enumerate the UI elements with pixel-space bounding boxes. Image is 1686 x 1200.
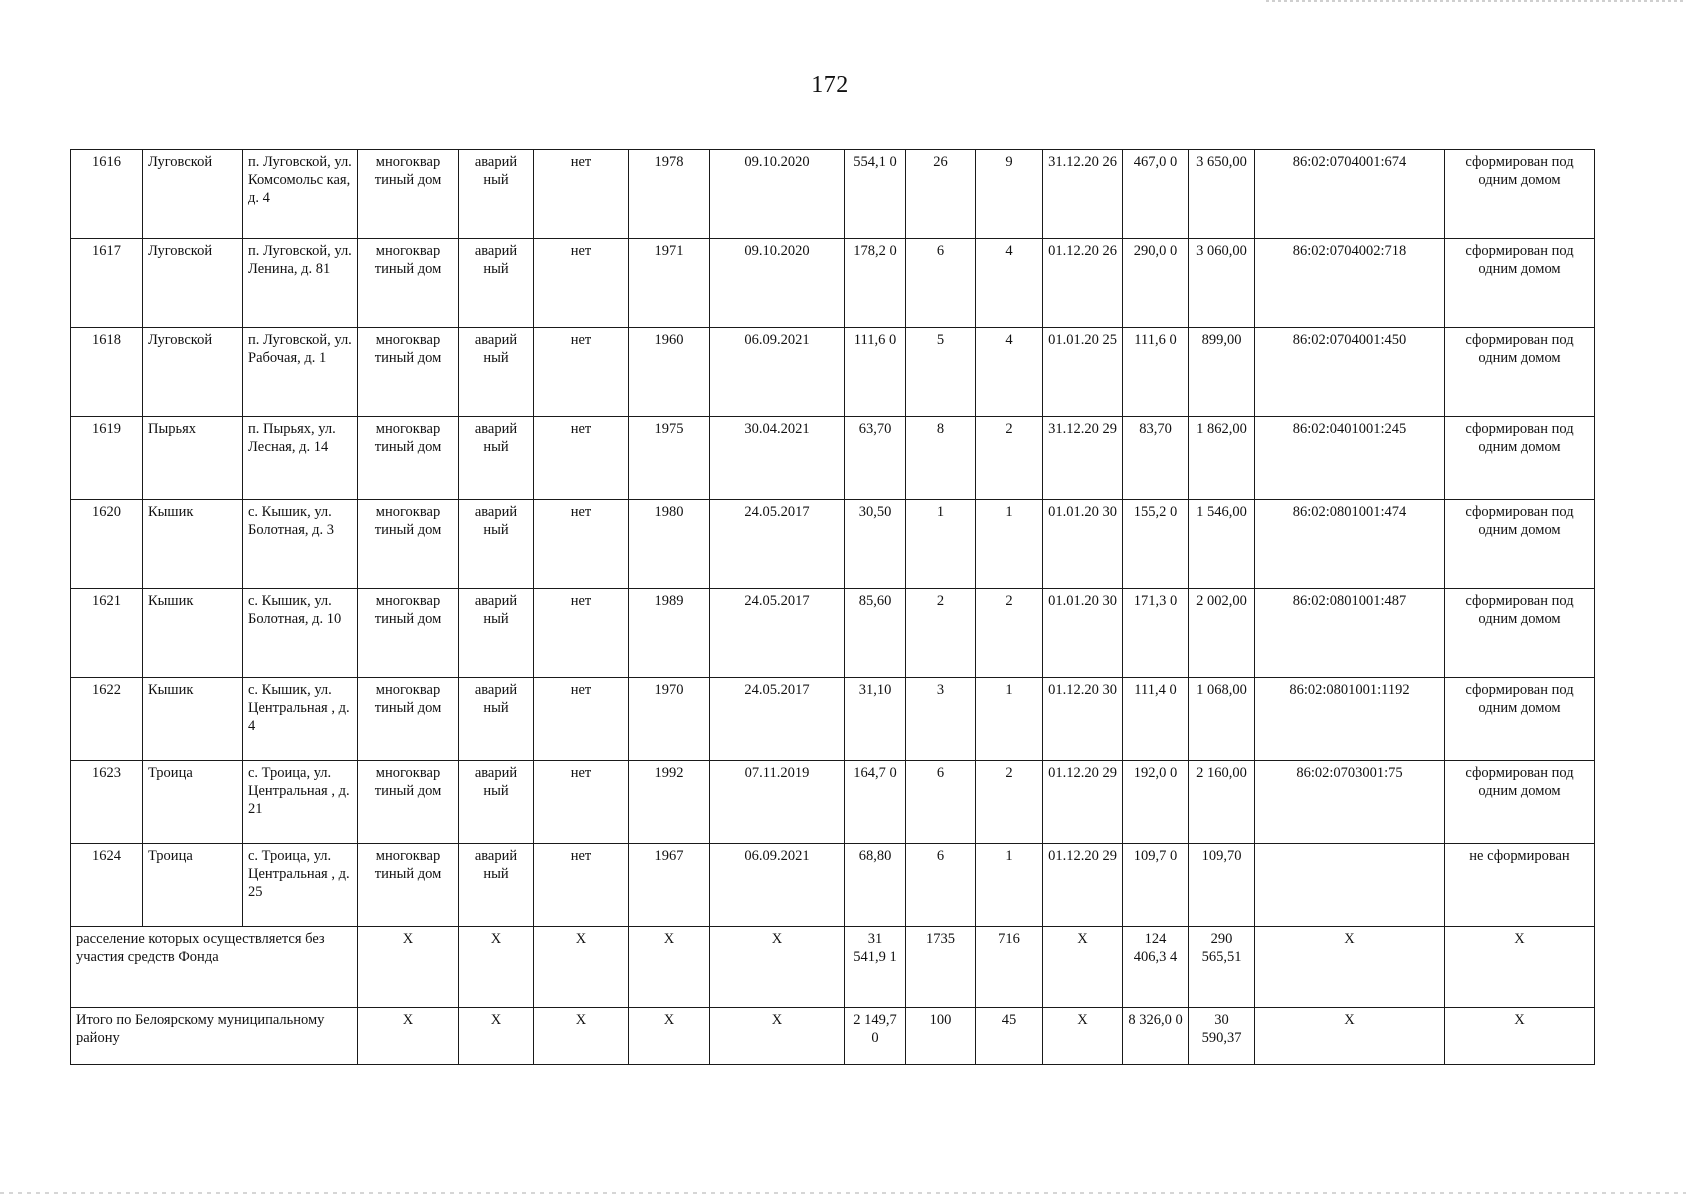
reconstruction-cell: нет — [534, 239, 629, 328]
total-area-cell: 109,7 0 — [1123, 844, 1189, 927]
table-row — [71, 844, 1595, 927]
recognition-date-cell: 24.05.2017 — [710, 678, 845, 761]
row-number-cell: 1621 — [71, 589, 143, 678]
apartments-count-cell: 4 — [976, 239, 1043, 328]
cost-cell: 2 160,00 — [1189, 761, 1255, 844]
building-status-cell: аварий ный — [459, 844, 534, 927]
summary-area-total: 124 406,3 4 — [1123, 927, 1189, 1008]
total-area-cell: 467,0 0 — [1123, 150, 1189, 239]
land-plot-status-cell: сформирован под одним домом — [1445, 589, 1595, 678]
scan-artifact-bottom — [0, 1192, 1686, 1194]
building-status-cell: аварий ный — [459, 589, 534, 678]
x-mark: Х — [1043, 1008, 1123, 1065]
cost-cell: 109,70 — [1189, 844, 1255, 927]
land-plot-status-cell: сформирован под одним домом — [1445, 500, 1595, 589]
settlement-cell: Кышик — [143, 678, 243, 761]
cadastral-number-cell: 86:02:0801001:1192 — [1255, 678, 1445, 761]
x-mark: Х — [534, 1008, 629, 1065]
settlement-cell: Луговской — [143, 239, 243, 328]
x-mark: Х — [1255, 927, 1445, 1008]
total-area-cell: 290,0 0 — [1123, 239, 1189, 328]
summary-area-res: 2 149,7 0 — [845, 1008, 906, 1065]
building-status-cell: аварий ный — [459, 150, 534, 239]
reconstruction-cell: нет — [534, 500, 629, 589]
reconstruction-cell: нет — [534, 417, 629, 500]
building-status-cell: аварий ный — [459, 678, 534, 761]
residential-area-cell: 554,1 0 — [845, 150, 906, 239]
land-plot-status-cell: сформирован под одним домом — [1445, 150, 1595, 239]
summary-label: Итого по Белоярскому муниципальному району — [71, 1008, 358, 1065]
year-built-cell: 1960 — [629, 328, 710, 417]
year-built-cell: 1980 — [629, 500, 710, 589]
settlement-cell: Троица — [143, 761, 243, 844]
land-plot-status-cell: сформирован под одним домом — [1445, 417, 1595, 500]
row-number-cell: 1616 — [71, 150, 143, 239]
scan-artifact-top — [1266, 0, 1686, 2]
cadastral-number-cell: 86:02:0704001:450 — [1255, 328, 1445, 417]
reconstruction-cell: нет — [534, 150, 629, 239]
table-row — [71, 239, 1595, 328]
building-type-cell: многоквар тиный дом — [358, 761, 459, 844]
x-mark: Х — [1255, 1008, 1445, 1065]
cost-cell: 1 068,00 — [1189, 678, 1255, 761]
x-mark: Х — [629, 1008, 710, 1065]
residential-area-cell: 85,60 — [845, 589, 906, 678]
settlement-cell: Луговской — [143, 150, 243, 239]
cost-cell: 2 002,00 — [1189, 589, 1255, 678]
row-number-cell: 1617 — [71, 239, 143, 328]
reconstruction-cell: нет — [534, 761, 629, 844]
reconstruction-cell: нет — [534, 844, 629, 927]
total-area-cell: 192,0 0 — [1123, 761, 1189, 844]
recognition-date-cell: 24.05.2017 — [710, 500, 845, 589]
residents-count-cell: 3 — [906, 678, 976, 761]
cost-cell: 3 650,00 — [1189, 150, 1255, 239]
cadastral-number-cell: 86:02:0703001:75 — [1255, 761, 1445, 844]
residents-count-cell: 26 — [906, 150, 976, 239]
summary-cost: 30 590,37 — [1189, 1008, 1255, 1065]
housing-registry-table — [70, 149, 1595, 1065]
building-type-cell: многоквар тиный дом — [358, 844, 459, 927]
residents-count-cell: 2 — [906, 589, 976, 678]
residents-count-cell: 6 — [906, 239, 976, 328]
total-area-cell: 171,3 0 — [1123, 589, 1189, 678]
cost-cell: 3 060,00 — [1189, 239, 1255, 328]
x-mark: Х — [1043, 927, 1123, 1008]
settlement-cell: Пырьях — [143, 417, 243, 500]
resettlement-deadline-cell: 01.12.20 30 — [1043, 678, 1123, 761]
year-built-cell: 1989 — [629, 589, 710, 678]
land-plot-status-cell: сформирован под одним домом — [1445, 761, 1595, 844]
page-number: 172 — [811, 72, 849, 98]
resettlement-deadline-cell: 31.12.20 26 — [1043, 150, 1123, 239]
settlement-cell: Кышик — [143, 500, 243, 589]
summary-cost: 290 565,51 — [1189, 927, 1255, 1008]
total-area-cell: 83,70 — [1123, 417, 1189, 500]
residential-area-cell: 68,80 — [845, 844, 906, 927]
cadastral-number-cell: 86:02:0704001:674 — [1255, 150, 1445, 239]
address-cell: с. Кышик, ул. Центральная , д. 4 — [243, 678, 358, 761]
row-number-cell: 1624 — [71, 844, 143, 927]
resettlement-deadline-cell: 01.12.20 29 — [1043, 844, 1123, 927]
building-status-cell: аварий ный — [459, 500, 534, 589]
apartments-count-cell: 1 — [976, 678, 1043, 761]
total-area-cell: 111,6 0 — [1123, 328, 1189, 417]
table-row — [71, 150, 1595, 239]
residential-area-cell: 178,2 0 — [845, 239, 906, 328]
recognition-date-cell: 24.05.2017 — [710, 589, 845, 678]
summary-row-without-fund — [71, 927, 1595, 1008]
building-type-cell: многоквар тиный дом — [358, 678, 459, 761]
land-plot-status-cell: сформирован под одним домом — [1445, 678, 1595, 761]
row-number-cell: 1618 — [71, 328, 143, 417]
year-built-cell: 1992 — [629, 761, 710, 844]
recognition-date-cell: 06.09.2021 — [710, 844, 845, 927]
cadastral-number-cell — [1255, 844, 1445, 927]
x-mark: Х — [358, 1008, 459, 1065]
summary-people: 1735 — [906, 927, 976, 1008]
table-row — [71, 500, 1595, 589]
total-area-cell: 111,4 0 — [1123, 678, 1189, 761]
building-status-cell: аварий ный — [459, 761, 534, 844]
row-number-cell: 1620 — [71, 500, 143, 589]
residents-count-cell: 8 — [906, 417, 976, 500]
cadastral-number-cell: 86:02:0704002:718 — [1255, 239, 1445, 328]
building-type-cell: многоквар тиный дом — [358, 328, 459, 417]
cadastral-number-cell: 86:02:0801001:487 — [1255, 589, 1445, 678]
cadastral-number-cell: 86:02:0801001:474 — [1255, 500, 1445, 589]
resettlement-deadline-cell: 01.12.20 29 — [1043, 761, 1123, 844]
table-row — [71, 761, 1595, 844]
reconstruction-cell: нет — [534, 328, 629, 417]
table-row — [71, 328, 1595, 417]
residential-area-cell: 31,10 — [845, 678, 906, 761]
x-mark: Х — [1445, 927, 1595, 1008]
recognition-date-cell: 06.09.2021 — [710, 328, 845, 417]
summary-people: 100 — [906, 1008, 976, 1065]
x-mark: Х — [710, 1008, 845, 1065]
land-plot-status-cell: сформирован под одним домом — [1445, 328, 1595, 417]
residential-area-cell: 164,7 0 — [845, 761, 906, 844]
residents-count-cell: 1 — [906, 500, 976, 589]
recognition-date-cell: 07.11.2019 — [710, 761, 845, 844]
table-row — [71, 417, 1595, 500]
apartments-count-cell: 2 — [976, 589, 1043, 678]
summary-area-total: 8 326,0 0 — [1123, 1008, 1189, 1065]
x-mark: Х — [459, 927, 534, 1008]
summary-body — [71, 927, 1595, 1065]
settlement-cell: Кышик — [143, 589, 243, 678]
year-built-cell: 1975 — [629, 417, 710, 500]
residential-area-cell: 63,70 — [845, 417, 906, 500]
land-plot-status-cell: не сформирован — [1445, 844, 1595, 927]
summary-row-district-total — [71, 1008, 1595, 1065]
x-mark: Х — [358, 927, 459, 1008]
apartments-count-cell: 1 — [976, 844, 1043, 927]
address-cell: с. Кышик, ул. Болотная, д. 10 — [243, 589, 358, 678]
apartments-count-cell: 2 — [976, 417, 1043, 500]
reconstruction-cell: нет — [534, 589, 629, 678]
residents-count-cell: 5 — [906, 328, 976, 417]
year-built-cell: 1978 — [629, 150, 710, 239]
building-status-cell: аварий ный — [459, 239, 534, 328]
address-cell: с. Троица, ул. Центральная , д. 25 — [243, 844, 358, 927]
reconstruction-cell: нет — [534, 678, 629, 761]
resettlement-deadline-cell: 01.01.20 30 — [1043, 500, 1123, 589]
apartments-count-cell: 4 — [976, 328, 1043, 417]
row-number-cell: 1623 — [71, 761, 143, 844]
cost-cell: 899,00 — [1189, 328, 1255, 417]
address-cell: с. Троица, ул. Центральная , д. 21 — [243, 761, 358, 844]
x-mark: Х — [1445, 1008, 1595, 1065]
row-number-cell: 1619 — [71, 417, 143, 500]
summary-flats: 716 — [976, 927, 1043, 1008]
address-cell: п. Луговской, ул. Комсомольс кая, д. 4 — [243, 150, 358, 239]
residents-count-cell: 6 — [906, 844, 976, 927]
table-row — [71, 678, 1595, 761]
cost-cell: 1 546,00 — [1189, 500, 1255, 589]
x-mark: Х — [534, 927, 629, 1008]
residential-area-cell: 111,6 0 — [845, 328, 906, 417]
building-type-cell: многоквар тиный дом — [358, 417, 459, 500]
x-mark: Х — [459, 1008, 534, 1065]
building-status-cell: аварий ный — [459, 417, 534, 500]
building-status-cell: аварий ный — [459, 328, 534, 417]
building-type-cell: многоквар тиный дом — [358, 239, 459, 328]
resettlement-deadline-cell: 01.12.20 26 — [1043, 239, 1123, 328]
recognition-date-cell: 30.04.2021 — [710, 417, 845, 500]
year-built-cell: 1971 — [629, 239, 710, 328]
summary-label: расселение которых осуществляется без участия средств Фонда — [71, 927, 358, 1008]
resettlement-deadline-cell: 01.01.20 25 — [1043, 328, 1123, 417]
apartments-count-cell: 9 — [976, 150, 1043, 239]
residential-area-cell: 30,50 — [845, 500, 906, 589]
settlement-cell: Луговской — [143, 328, 243, 417]
recognition-date-cell: 09.10.2020 — [710, 150, 845, 239]
address-cell: п. Луговской, ул. Ленина, д. 81 — [243, 239, 358, 328]
building-type-cell: многоквар тиный дом — [358, 150, 459, 239]
apartments-count-cell: 2 — [976, 761, 1043, 844]
row-number-cell: 1622 — [71, 678, 143, 761]
address-cell: п. Пырьях, ул. Лесная, д. 14 — [243, 417, 358, 500]
address-cell: п. Луговской, ул. Рабочая, д. 1 — [243, 328, 358, 417]
building-type-cell: многоквар тиный дом — [358, 589, 459, 678]
resettlement-deadline-cell: 01.01.20 30 — [1043, 589, 1123, 678]
residents-count-cell: 6 — [906, 761, 976, 844]
summary-area-res: 31 541,9 1 — [845, 927, 906, 1008]
recognition-date-cell: 09.10.2020 — [710, 239, 845, 328]
cost-cell: 1 862,00 — [1189, 417, 1255, 500]
settlement-cell: Троица — [143, 844, 243, 927]
x-mark: Х — [710, 927, 845, 1008]
year-built-cell: 1970 — [629, 678, 710, 761]
address-cell: с. Кышик, ул. Болотная, д. 3 — [243, 500, 358, 589]
summary-flats: 45 — [976, 1008, 1043, 1065]
x-mark: Х — [629, 927, 710, 1008]
total-area-cell: 155,2 0 — [1123, 500, 1189, 589]
resettlement-deadline-cell: 31.12.20 29 — [1043, 417, 1123, 500]
building-type-cell: многоквар тиный дом — [358, 500, 459, 589]
table-body — [71, 150, 1595, 927]
cadastral-number-cell: 86:02:0401001:245 — [1255, 417, 1445, 500]
table-row — [71, 589, 1595, 678]
apartments-count-cell: 1 — [976, 500, 1043, 589]
land-plot-status-cell: сформирован под одним домом — [1445, 239, 1595, 328]
year-built-cell: 1967 — [629, 844, 710, 927]
